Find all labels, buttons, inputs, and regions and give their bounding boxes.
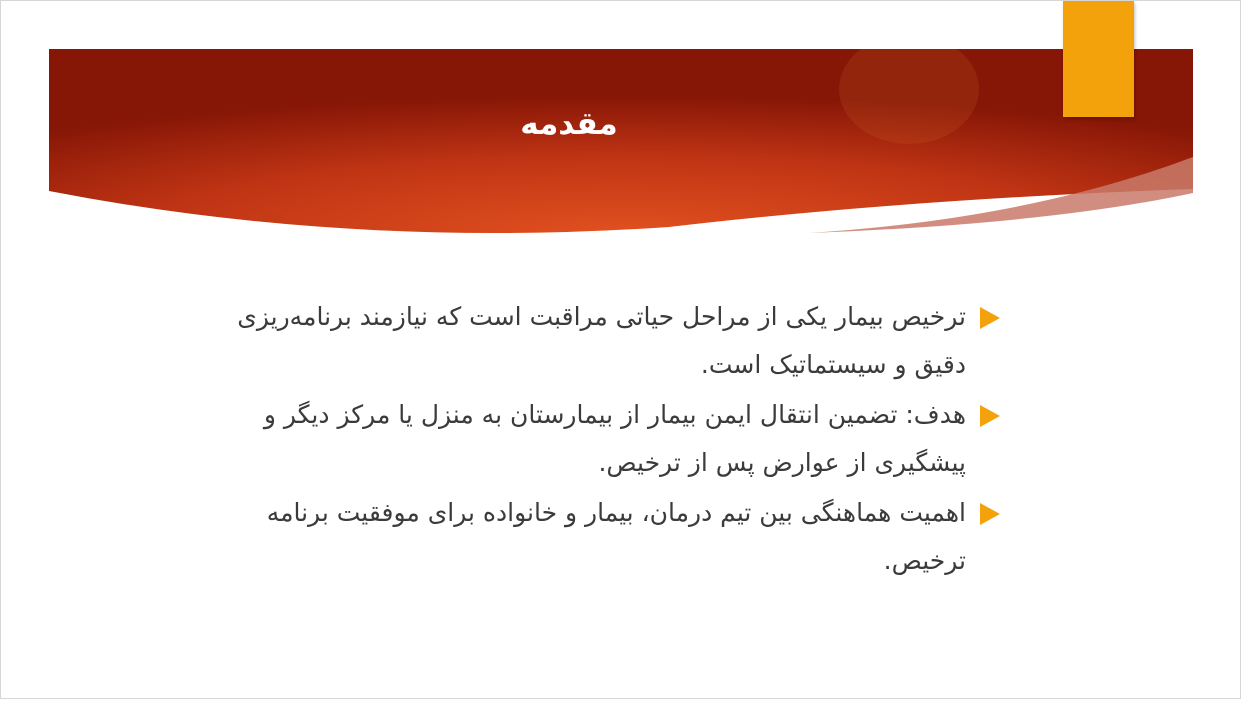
bullet-text: ترخیص بیمار یکی از مراحل حیاتی مراقبت است که نیازمند برنامه‌ریزی دقیق و سیستماتیک است. [237, 302, 966, 379]
slide-title: مقدمه [520, 106, 618, 142]
bullet-item [200, 489, 1000, 585]
triangle-right-icon [980, 405, 1000, 427]
bullet-item [200, 293, 1000, 389]
bullet-text: اهمیت هماهنگی بین تیم درمان، بیمار و خانواده برای موفقیت برنامه ترخیص. [266, 498, 966, 575]
accent-tab [1063, 1, 1134, 117]
bullet-list [200, 293, 1000, 587]
triangle-right-icon [980, 503, 1000, 525]
bullet-text: هدف: تضمین انتقال ایمن بیمار از بیمارستان به منزل یا مرکز دیگر و پیشگیری از عوارض پس از ترخیص. [263, 400, 966, 477]
bullet-item [200, 391, 1000, 487]
triangle-right-icon [980, 307, 1000, 329]
